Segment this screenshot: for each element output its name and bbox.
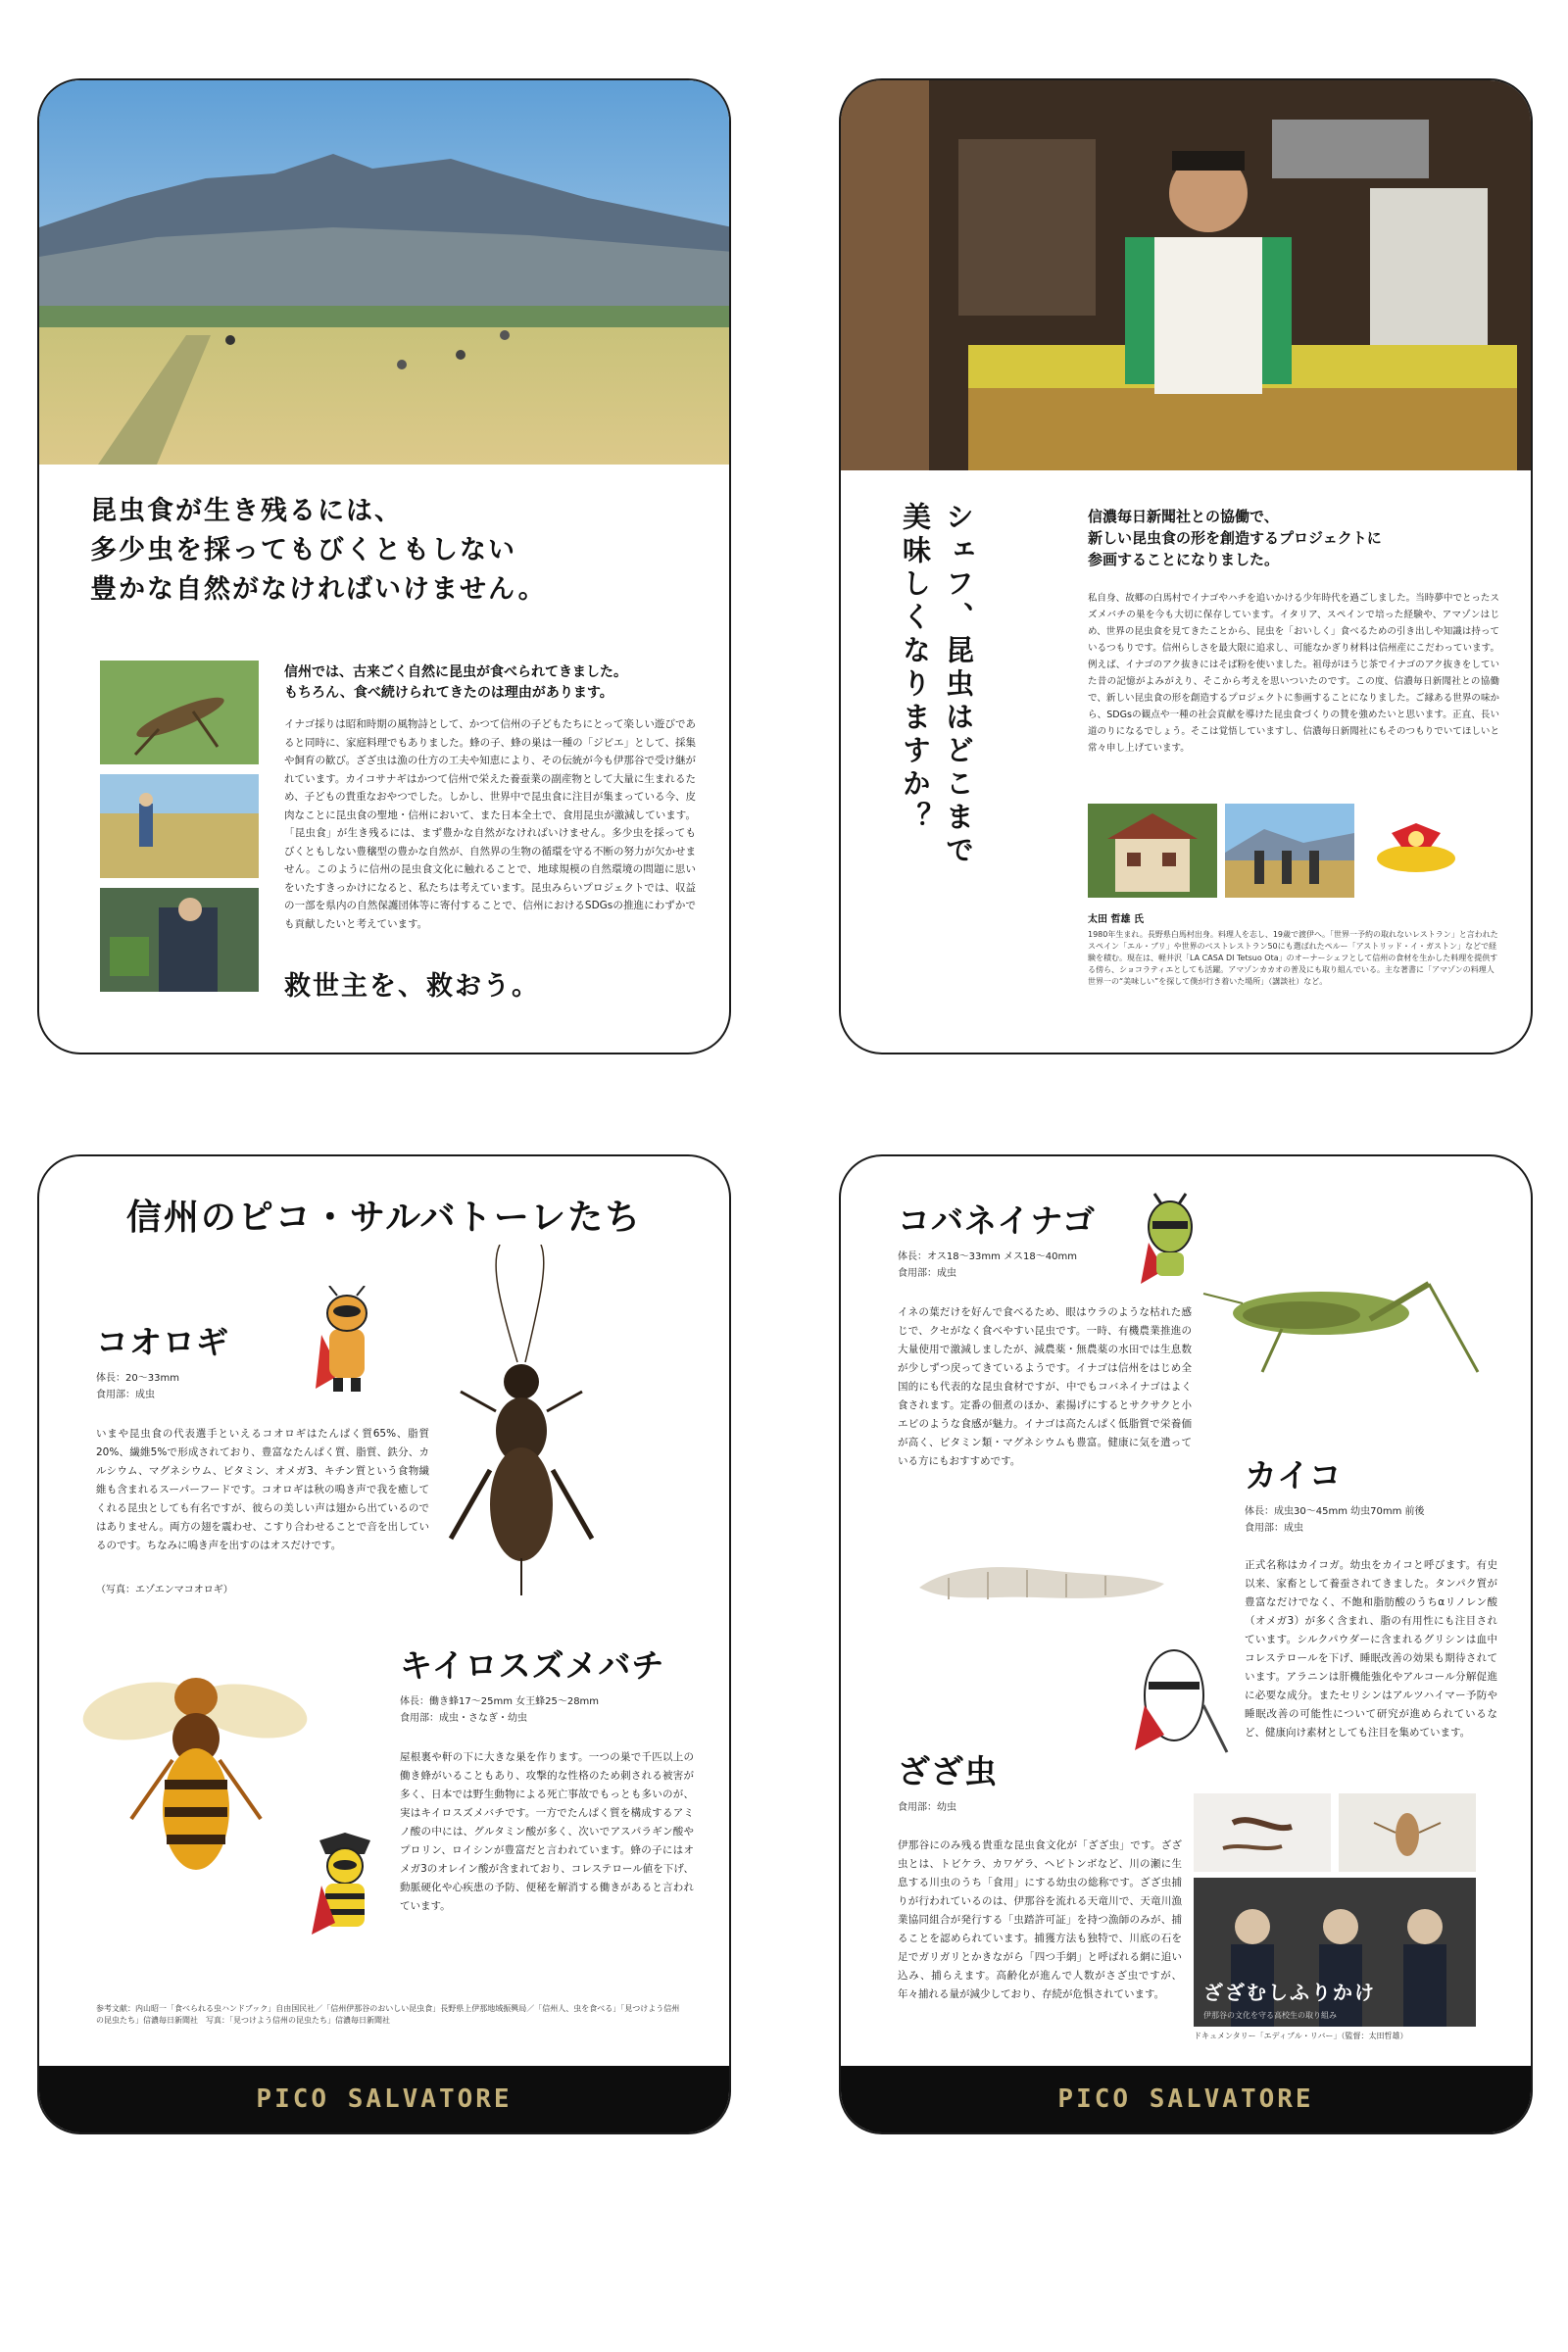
mascot-logo-illustration xyxy=(1362,804,1470,898)
chef-lead xyxy=(1088,506,1499,570)
spec-line: 体長：20～33mm xyxy=(96,1373,179,1384)
silkworm-illustration xyxy=(909,1548,1174,1617)
zaza-video-still xyxy=(1194,1878,1476,2027)
zaza-nymph-illustration xyxy=(1339,1793,1476,1872)
silkworm-mascot-icon xyxy=(1125,1637,1233,1754)
lead-line: 信州では、古来ごく自然に昆虫が食べられてきました。 xyxy=(284,664,627,680)
spec-line: 食用部：幼虫 xyxy=(898,1802,956,1813)
doc-caption: ドキュメンタリー「エディブル・リバー」（監督：太田哲雄） xyxy=(1194,2032,1408,2040)
kobane-photo xyxy=(1194,1254,1488,1392)
hornet-illustration xyxy=(82,1652,308,1887)
group-illustration xyxy=(1225,804,1354,898)
spec-line: 食用部：成虫・さなぎ・幼虫 xyxy=(400,1713,527,1724)
spec-line: 食用部：成虫 xyxy=(96,1390,155,1400)
spec-line: 体長：働き蜂17～25mm 女王蜂25～28mm xyxy=(400,1696,600,1707)
landscape-photo xyxy=(39,80,731,465)
grasshopper-photo xyxy=(100,661,259,764)
cricket-illustration xyxy=(431,1245,608,1597)
chef-photo xyxy=(841,80,1533,470)
heading-line: 豊かな自然がなければいけません。 xyxy=(90,574,547,605)
kobane-body: イネの葉だけを好んで食べるため、眼はウラのような枯れた感じで、クセがなく食べやすい昆虫です。一時、有機農業推進の大量使用で激減しましたが、減農薬・無農薬の水田では生息数が少しずつ戻ってきているようです。イナゴは信州をはじめ全国的にも代表的な昆虫食材ですが、中でもコバネイナゴはよく食されます。定番の佃煮のほか、素揚げにするとサクサクと小エビのような食感が魅力。イナゴは高たんぱく低脂質で栄養価が高く、ビタミン類・マグネシウムも豊富。健康に気を遣っている方にもおすすめです。 xyxy=(898,1306,1192,1467)
harvest-photo xyxy=(100,774,259,878)
zaza-photo-1 xyxy=(1194,1793,1331,1872)
nature-body: イナゴ採りは昭和時期の風物詩として、かつて信州の子どもたちにとって楽しい遊びであると同時に、家庭料理でもありました。蜂の子、蜂の巣は一種の「ジビエ」として、採集や飼育の歓び。ざざ虫は漁の仕方の工夫や知恵により、その伝統が今も伊那谷で受け継がれています。カイコサナギはかつて信州で栄えた養蚕業の副産物として大量に生まれるため、子どもの貴重なおやつでした。しかし、世界中で昆虫食に注目が集まっている今、皮肉なことに昆虫食の聖地・信州において、また日本全土で、食用昆虫が激減しています。「昆虫食」が生き残るには、まず豊かな自然がなければいけません。多少虫を採ってもびくともしない豊穣型の豊かな自然が、自然界の生物の循環を守る不断の努力が欠かせません。このように信州の昆虫食文化に触れることで、地球規模の自然環境の問題に思いをいたすきっかけになると、私たちは考えています。昆虫みらいプロジェクトでは、収益の一部を県内の自然保護団体等に寄付することで、信州におけるSDGsの推進にわずかでも貢献したいと考えています。 xyxy=(284,718,696,930)
kobane-illustration xyxy=(1194,1254,1488,1392)
mascot-logo xyxy=(1362,804,1470,898)
lead-line: 新しい昆虫食の形を創造するプロジェクトに xyxy=(1088,529,1382,547)
card-shinshu-nature xyxy=(37,78,731,1054)
hornet-name: キイロスズメバチ xyxy=(400,1646,665,1685)
slogan: 救世主を、救おう。 xyxy=(284,971,540,1002)
restaurant-illustration xyxy=(1088,804,1217,898)
restaurant-photo xyxy=(1088,804,1217,898)
cricket-photo-note: （写真：エゾエンマコオロギ） xyxy=(96,1585,233,1595)
card-pico-salvatore-2 xyxy=(839,1154,1533,2134)
hornet-mascot xyxy=(306,1833,384,1940)
nature-heading xyxy=(90,492,698,610)
landscape-illustration xyxy=(39,80,731,465)
kobane-spec xyxy=(898,1249,1077,1282)
card-pico-salvatore-1 xyxy=(37,1154,731,2134)
zaza-spec xyxy=(898,1799,956,1816)
zaza-photo-2 xyxy=(1339,1793,1476,1872)
zaza-body: 伊那谷にのみ残る貴重な昆虫食文化が「ざざ虫」です。ざざ虫とは、トビケラ、カワゲラ、ヘビトンボなど、川の瀬に生息する川虫のうち「食用」にする幼虫の総称です。ざざ虫捕りが行われているのは、伊那谷を流れる天竜川で、天竜川漁業協同組合が発行する「虫踏許可証」を持つ漁師のみが、捕ることを認められています。捕獲方法も独特で、川底の石を足でガリガリとかきながら「四つ手網」と呼ばれる網に追い込み、捕らえます。高齢化が進んで人数がさざ虫ですが、年々捕れる量が減少しており、存続が危惧されています。 xyxy=(898,1839,1182,2000)
farmers-photo xyxy=(100,888,259,992)
spec-line: 食用部：成虫 xyxy=(898,1268,956,1279)
silkworm-photo xyxy=(909,1548,1174,1617)
chef-vertical-title xyxy=(894,502,980,913)
hornet-mascot-icon xyxy=(306,1833,384,1940)
harvest-illustration xyxy=(100,774,259,878)
lead-line: もちろん、食べ続けられてきたのは理由があります。 xyxy=(284,685,613,701)
spec-line: 体長：オス18～33mm メス18～40mm xyxy=(898,1251,1077,1262)
cricket-mascot xyxy=(312,1286,380,1394)
cricket-name: コオロギ xyxy=(96,1323,229,1361)
hornet-body: 屋根裏や軒の下に大きな巣を作ります。一つの巣で千匹以上の働き蜂がいることもあり、攻撃的な性格のため刺される被害が多く、日本では野生動物による死亡事故でもっとも多いのが、実はキイロスズメバチです。一方でたんぱく質を構成するアミノ酸の中には、グルタミン酸が多く、次いでアスパラギン酸やプロリン、ロイシンが豊富だと言われています。蜂の子にはオメガ3のオレイン酸が含まれており、コレステロール値を下げ、動脈硬化や心疾患の予防、便秘を解消する働きがあると言われています。 xyxy=(400,1751,694,1912)
grasshopper-illustration xyxy=(100,661,259,764)
video-caption: ざざむしふりかけ xyxy=(1203,1981,1376,2004)
heading-line: 多少虫を採ってもびくともしない xyxy=(90,535,516,565)
brand-logo: PICO SALVATORE xyxy=(1057,2084,1314,2114)
chef-bio: 1980年生まれ。長野県白馬村出身。料理人を志し、19歳で渡伊へ。「世界一予約の取れないレストラン」と言われたスペイン「エル・ブリ」や世界のベストレストラン50にも選ばれたペルー「アストリッド・イ・ガストン」などで経験を積む。現在は、軽井沢「LA CASA DI Tetsuo Ota」のオーナーシェフとして信州の食材を生かした料理を提供する傍ら、ショコラティエとしても活躍。アマゾンカカオの普及にも取り組んでいる。主な著書に「アマゾンの料理人 世界一の“美味しい”を探して僕が行き着いた場所」（講談社）など。 xyxy=(1088,930,1498,986)
references: 参考文献：内山昭一「食べられる虫ハンドブック」自由国民社／「信州伊那谷のおいしい昆虫食」長野県上伊那地域振興局／「信州人、虫を食べる」「見つけよう信州の昆虫たち」信濃毎日新聞社 写真：「見つけよう信州の昆虫たち」信濃毎日新聞社 xyxy=(96,2004,680,2025)
silkworm-body: 正式名称はカイコガ。幼虫をカイコと呼びます。有史以来、家畜として養蚕されてきました。タンパク質が豊富なだけでなく、不飽和脂肪酸のうちαリノレン酸（オメガ3）が多く含まれ、脂の有用性にも注目されています。シルクパウダーに含まれるグリシンは血中コレステロールを下げ、睡眠改善の効果も期待されています。アラニンは肝機能強化やアルコール分解促進に必要な成分。またセリシンはアルツハイマー予防や睡眠改善の可能性について研究が進められているなど、健康向け素材としても注目を集めています。 xyxy=(1245,1559,1497,1739)
lead-line: 参画することになりました。 xyxy=(1088,551,1280,568)
brand-logo: PICO SALVATORE xyxy=(256,2084,513,2114)
lead-line: 信濃毎日新聞社との協働で、 xyxy=(1088,508,1279,525)
cricket-spec xyxy=(96,1370,179,1403)
nature-lead xyxy=(284,662,696,704)
spec-line: 体長：成虫30～45mm 幼虫70mm 前後 xyxy=(1245,1506,1425,1517)
card-chef xyxy=(839,78,1533,1054)
kobane-name: コバネイナゴ xyxy=(898,1201,1097,1240)
spec-line: 食用部：成虫 xyxy=(1245,1523,1303,1534)
heading-line: 昆虫食が生き残るには、 xyxy=(90,496,403,526)
silkworm-spec xyxy=(1245,1503,1425,1537)
footer-bar xyxy=(39,2066,729,2132)
cricket-photo xyxy=(431,1245,608,1597)
silkworm-mascot xyxy=(1125,1637,1233,1754)
vertical-line: シェフ、昆虫はどこまで xyxy=(942,502,975,868)
silkworm-name: カイコ xyxy=(1245,1456,1343,1494)
video-subcaption: 伊那谷の文化を守る高校生の取り組み xyxy=(1203,2011,1337,2020)
group-photo xyxy=(1225,804,1354,898)
footer-bar xyxy=(841,2066,1531,2132)
cricket-body: いまや昆虫食の代表選手といえるコオロギはたんぱく質65%、脂質20%、繊維5%で形成されており、豊富なたんぱく質、脂質、鉄分、カルシウム、マグネシウム、ビタミン、オメガ3、キチン質という食物繊維も含まれるスーパーフードです。コオロギは秋の鳴き声で我を癒してくれる昆虫としても有名ですが、彼らの美しい声は翅から出ているのではありません。両方の翅を震わせ、こすり合わせることで音を出しているのです。ちなみに鳴き声を出すのはオスだけです。 xyxy=(96,1428,429,1551)
zaza-name: ざざ虫 xyxy=(898,1752,998,1790)
zaza-larva-illustration xyxy=(1194,1793,1331,1872)
cricket-mascot-icon xyxy=(312,1286,380,1394)
chef-body: 私自身、故郷の白馬村でイナゴやハチを追いかける少年時代を過ごしました。当時夢中でとったスズメバチの巣を今も大切に保存しています。イタリア、スペインで培った経験や、アマゾンはじめ、世界の昆虫食を見てきたことから、昆虫を「おいしく」食べるための引き出しや知識は持っているつもりです。信州らしさを最大限に追求し、可能なかぎり材料は信州産にこだわっています。例えば、イナゴのアク抜きにはそば粉を使いました。祖母がほうじ茶でイナゴのアク抜きをしていた昔の記憶がよみがえり、そこから考えを思いついたのです。この度、信濃毎日新聞社との協働で、新しい昆虫食の形を創造するプロジェクトに参画することになりました。ご縁ある世界の味から、SDGsの観点や一種の社会貢献を導けた昆虫食づくりの賛を強めたいと思います。正直、長い道のりになるでしょう。そこは覚悟していますし、信濃毎日新聞社にもそのつもりでいてほしいと常々申し上げています。 xyxy=(1088,593,1499,754)
vertical-line: 美味しくなりますか？ xyxy=(899,502,932,835)
hornet-photo xyxy=(82,1652,308,1887)
chef-kitchen-illustration xyxy=(841,80,1533,470)
page-title: 信州のピコ・サルバトーレたち xyxy=(125,1198,643,1238)
hornet-spec xyxy=(400,1693,599,1727)
farmers-illustration xyxy=(100,888,259,992)
chef-name: 太田 哲雄 氏 xyxy=(1088,914,1144,925)
